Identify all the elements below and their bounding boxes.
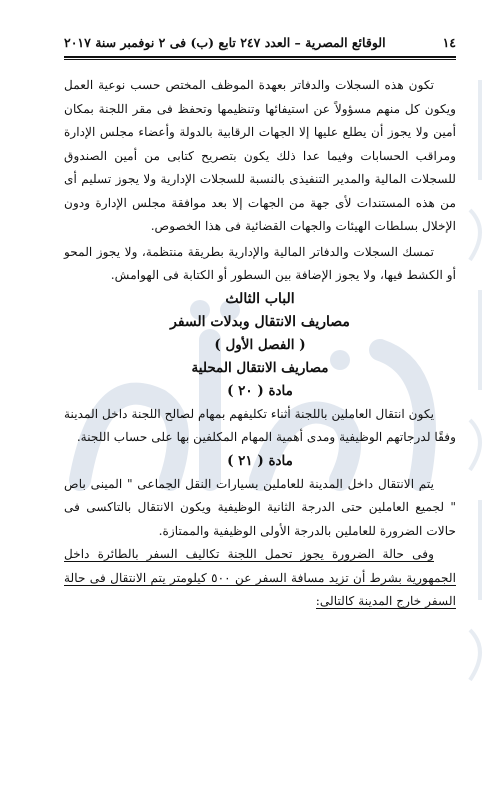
paragraph-records-keeping: تمسك السجلات والدفاتر المالية والإدارية بطريقة منتظمة، ولا يجوز المحو أو الكشط فيها، ولا يجوز الإضافة بين السطور أو الكتابة فى الهوامش. <box>64 244 456 282</box>
header-rule <box>64 56 456 58</box>
article-20-text: يكون انتقال العاملين باللجنة أثناء تكليفهم بمهام لصالح اللجنة داخل المدينة وفقًا لدرجاتهم الوظيفية ومدى أهمية المهام المكلفين بها على حساب اللجنة. <box>64 406 456 444</box>
article-21-paragraph-1: يتم الانتقال داخل المدينة للعاملين بسيارات النقل الجماعى " المينى باص " لجميع العاملين حتى الدرجة الثانية الوظيفية ويكون الانتقال بالتاكسى فى حالات الضرورة للعاملين بالدرجة الأولى الوظيفية والممتازة. <box>64 476 456 538</box>
page-number: ١٤ <box>442 34 456 50</box>
article-21-paragraph-2-text: وفى حالة الضرورة يجوز تحمل اللجنة تكاليف السفر بالطائرة داخل الجمهورية بشرط أن تزيد مسافة السفر عن ٥٠٠ كيلومتر يتم الانتقال فى حالة السفر خارج المدينة كالتالى: <box>64 547 456 608</box>
watermark-side-text-icon <box>460 60 500 760</box>
publication-title: الوقائع المصرية – العدد ٢٤٧ تابع (ب) فى ٢ نوفمبر سنة ٢٠١٧ <box>64 34 386 50</box>
article-21-heading: مادة ( ٢١ ) <box>227 452 293 469</box>
article-20-heading: مادة ( ٢٠ ) <box>227 382 293 399</box>
part-heading: الباب الثالث <box>225 290 295 307</box>
chapter-heading: ( الفصل الأول ) <box>214 336 306 353</box>
article-21-paragraph-2 <box>64 543 456 614</box>
page-header <box>64 30 456 54</box>
part-title: مصاريف الانتقال وبدلات السفر <box>170 313 350 330</box>
header-rule-thin <box>64 59 456 60</box>
document-body <box>64 74 456 614</box>
chapter-title: مصاريف الانتقال المحلية <box>191 359 329 376</box>
paragraph-records-custody: تكون هذه السجلات والدفاتر بعهدة الموظف المختص حسب نوعية العمل ويكون كل منهم مسؤولاً عن استيفائها وتنظيمها وتحفظ فى مقر اللجنة بمكان أمين ولا يجوز أن يطلع عليها إلا الجهات الرقابية بالدولة وأعضاء مجلس الإدارة ومراقب الحسابات وفيما عدا ذلك يكون بتصريح كتابى من أمين الصندوق للسجلات المالية والمدير التنفيذى بالنسبة للسجلات الإدارية ولا يجوز تسليم أى من هذه المستندات لأى جهة من الجهات إلا بعد موافقة مجلس الإدارة ودون الإخلال بسلطات الهيئات والجهات القضائية فى هذا الخصوص. <box>64 78 456 233</box>
